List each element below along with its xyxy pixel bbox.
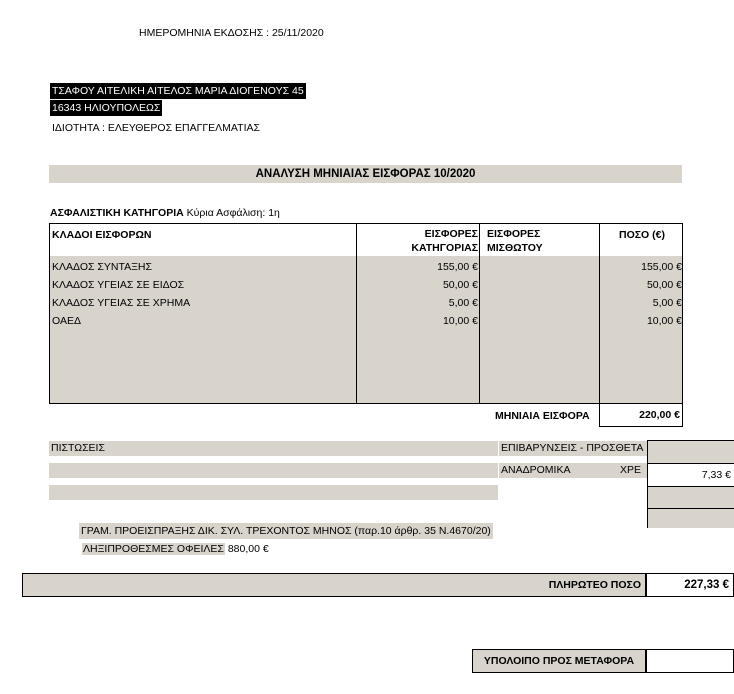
retro-value: 7,33 € <box>701 469 731 481</box>
overdue-value: 880,00 € <box>227 543 269 555</box>
row-amount: 5,00 € <box>652 297 682 309</box>
insurance-category-value: Κύρια Ασφάλιση: 1η <box>186 207 280 219</box>
carry-label: ΥΠΟΛΟΙΠΟ ΠΡΟΣ ΜΕΤΑΦΟΡΑ <box>472 649 646 673</box>
row-branch: ΟΑΕΔ <box>52 315 81 327</box>
header-employee: ΕΙΣΦΟΡΕΣ ΜΙΣΘΩΤΟΥ <box>487 228 543 254</box>
header-amount: ΠΟΣΟ (€) <box>619 229 665 241</box>
header-category: ΕΙΣΦΟΡΕΣ ΚΑΤΗΓΟΡΙΑΣ <box>411 228 478 254</box>
row-branch: ΚΛΑΔΟΣ ΥΓΕΙΑΣ ΣΕ ΧΡΗΜΑ <box>52 297 191 309</box>
row-branch: ΚΛΑΔΟΣ ΥΓΕΙΑΣ ΣΕ ΕΙΔΟΣ <box>52 279 185 291</box>
issue-date: ΗΜΕΡΟΜΗΝΙΑ ΕΚΔΟΣΗΣ : 25/11/2020 <box>139 27 324 39</box>
overdue-line <box>82 541 269 557</box>
credits-row <box>49 485 498 500</box>
insurance-category-label: ΑΣΦΑΛΙΣΤΙΚΗ ΚΑΤΗΓΟΡΙΑ <box>50 207 184 219</box>
credits-row <box>49 463 498 478</box>
row-category: 50,00 € <box>442 279 478 291</box>
insurance-category <box>50 207 280 219</box>
overdue-label: ΛΗΞΙΠΡΟΘΕΣΜΕΣ ΟΦΕΙΛΕΣ <box>83 543 224 555</box>
charges-label: ΕΠΙΒΑΡΥΝΣΕΙΣ - ΠΡΟΣΘΕΤΑ <box>499 441 647 456</box>
retro-row <box>499 463 647 478</box>
row-category: 5,00 € <box>448 297 478 309</box>
contributions-table <box>49 223 683 404</box>
row-category: 10,00 € <box>442 315 478 327</box>
monthly-value: 220,00 € <box>599 403 683 427</box>
total-label: ΠΛΗΡΩΤΕΟ ΠΟΣΟ <box>22 573 646 597</box>
credits-label: ΠΙΣΤΩΣΕΙΣ <box>49 441 498 456</box>
header-branches: ΚΛΑΔΟΙ ΕΙΣΦΟΡΩΝ <box>52 229 152 241</box>
retro-label: ΑΝΑΔΡΟΜΙΚΑ <box>501 464 571 476</box>
row-amount: 10,00 € <box>646 315 682 327</box>
row-amount: 155,00 € <box>641 261 682 273</box>
page-title: ΑΝΑΛΥΣΗ ΜΗΝΙΑΙΑΣ ΕΙΣΦΟΡΑΣ 10/2020 <box>49 165 682 183</box>
name-line: ΤΣΑΦΟΥ ΑΙΤΕΛΙΚΗ ΑΙΤΕΛΟΣ ΜΑΡΙΑ ΔΙΟΓΕΝΟΥΣ 45 <box>52 85 304 97</box>
monthly-label: ΜΗΝΙΑΙΑ ΕΙΣΦΟΡΑ <box>495 410 590 422</box>
row-category: 155,00 € <box>437 261 478 273</box>
retro-suffix: ΧΡΕ <box>620 464 642 476</box>
charges-values <box>647 440 734 528</box>
carry-value <box>646 649 734 673</box>
row-amount: 50,00 € <box>646 279 682 291</box>
row-branch: ΚΛΑΔΟΣ ΣΥΝΤΑΞΗΣ <box>52 261 153 273</box>
total-value: 227,33 € <box>646 573 734 597</box>
prepayment-note: ΓΡΑΜ. ΠΡΟΕΙΣΠΡΑΞΗΣ ΔΙΚ. ΣΥΛ. ΤΡΕΧΟΝΤΟΣ ΜΗΝΟΣ (παρ.10 άρθρ. 35 Ν.4670/20) <box>81 525 491 537</box>
status-line: ΙΔΙΟΤΗΤΑ : ΕΛΕΥΘΕΡΟΣ ΕΠΑΓΓΕΛΜΑΤΙΑΣ <box>52 122 260 134</box>
address-line: 16343 ΗΛΙΟΥΠΟΛΕΩΣ <box>52 102 161 114</box>
